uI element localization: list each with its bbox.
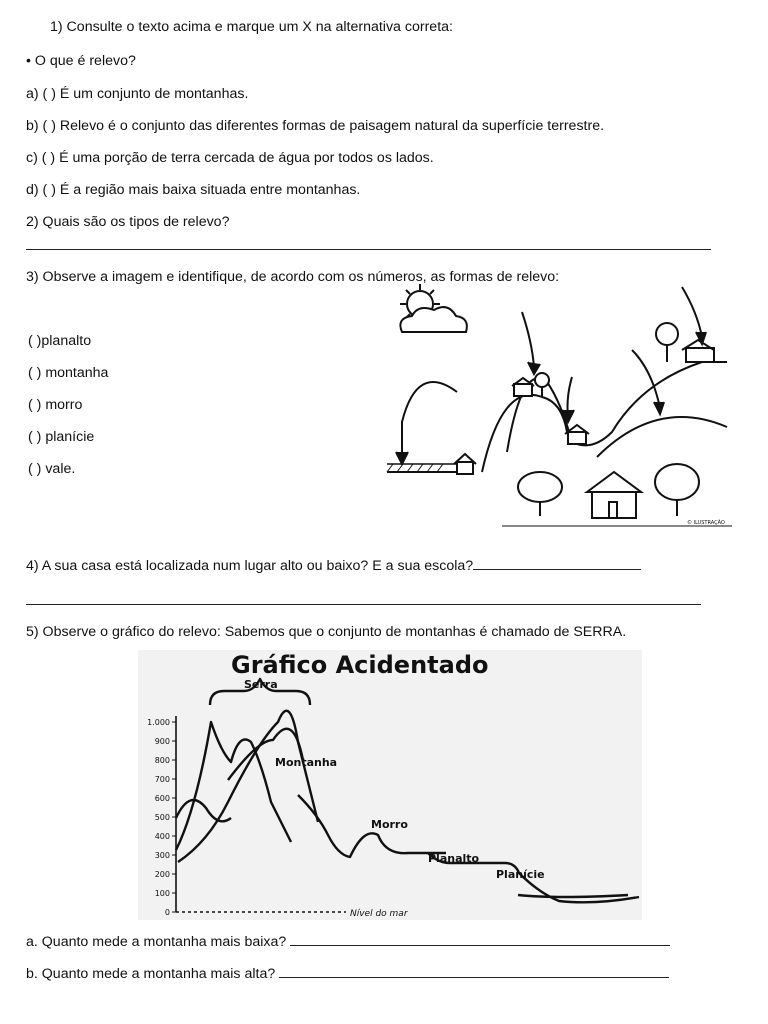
y-tick-label: 100: [154, 889, 170, 898]
arrow-1: [402, 382, 457, 462]
y-tick-label: 600: [154, 794, 170, 803]
q1-option-a[interactable]: a) ( ) É um conjunto de montanhas.: [26, 86, 249, 102]
label-planalto: Planalto: [428, 852, 480, 865]
q4-answer-line[interactable]: [26, 604, 701, 605]
label-montanha: Montanha: [275, 756, 338, 769]
q1-question: • O que é relevo?: [26, 53, 136, 69]
house-5: [592, 490, 636, 518]
label-nivel-do-mar: Nível do mar: [350, 909, 408, 919]
q1-option-d[interactable]: d) ( ) É a região mais baixa situada entre montanhas.: [26, 182, 361, 198]
q3-item-planicie[interactable]: ( ) planície: [28, 429, 95, 445]
relief-illustration: [382, 282, 732, 532]
y-tick-label: 700: [154, 775, 170, 784]
q5-sub-b: [26, 965, 669, 983]
y-tick-label: 400: [154, 832, 170, 841]
label-planicie: Planície: [496, 868, 545, 881]
y-tick-label: 800: [154, 756, 170, 765]
illustration-credit: © ILUSTRAÇÃO: [687, 520, 725, 526]
cloud-icon: [400, 307, 467, 332]
q4-answer-blank[interactable]: [473, 557, 641, 570]
q1-heading: 1) Consulte o texto acima e marque um X na alternativa correta:: [50, 19, 453, 35]
tree-4: [655, 464, 699, 500]
morro-hill: [597, 417, 727, 457]
q3-item-planalto[interactable]: ( )planalto: [28, 333, 92, 349]
tree-1: [656, 323, 678, 345]
q5-sub-a-text: a. Quanto mede a montanha mais baixa?: [26, 934, 287, 950]
arrow-5: [682, 287, 702, 337]
q5-sub-a-answer[interactable]: [290, 933, 670, 946]
y-tick-label: 200: [154, 870, 170, 879]
q2-answer-line[interactable]: [26, 249, 711, 250]
y-tick-label: 900: [154, 737, 170, 746]
q4-question: [26, 557, 641, 575]
q1-option-c[interactable]: c) ( ) É uma porção de terra cercada de água por todos os lados.: [26, 150, 434, 166]
q5-sub-b-answer[interactable]: [279, 965, 669, 978]
q4-text: 4) A sua casa está localizada num lugar alto ou baixo? E a sua escola?: [26, 558, 474, 574]
tree-3: [518, 472, 562, 502]
q3-question: 3) Observe a imagem e identifique, de acordo com os números, as formas de relevo:: [26, 269, 560, 285]
q3-item-vale[interactable]: ( ) vale.: [28, 461, 76, 477]
q3-item-morro[interactable]: ( ) morro: [28, 397, 83, 413]
arrow-2: [522, 312, 534, 367]
q5-sub-b-text: b. Quanto mede a montanha mais alta?: [26, 966, 276, 982]
house-4: [686, 348, 714, 362]
y-tick-label: 0: [164, 908, 170, 917]
q5-sub-a: [26, 933, 670, 951]
q1-option-b[interactable]: b) ( ) Relevo é o conjunto das diferentes formas de paisagem natural da superfície terrestre.: [26, 118, 605, 134]
house-1: [457, 462, 473, 474]
plateau-hill: [482, 395, 572, 472]
y-tick-label: 1.000: [147, 718, 170, 727]
q5-question: 5) Observe o gráfico do relevo: Sabemos que o conjunto de montanhas é chamado de SERRA.: [26, 624, 627, 640]
tree-2: [535, 373, 549, 387]
label-serra: Serra: [244, 678, 278, 691]
q3-item-montanha[interactable]: ( ) montanha: [28, 365, 109, 381]
label-morro: Morro: [371, 818, 408, 831]
y-tick-label: 300: [154, 851, 170, 860]
house-3: [568, 432, 586, 444]
arrow-4: [632, 350, 660, 408]
y-tick-label: 500: [154, 813, 170, 822]
relief-chart: [138, 650, 642, 920]
chart-title: Gráfico Acidentado: [231, 651, 489, 679]
house-2: [514, 384, 532, 396]
q2-question: 2) Quais são os tipos de relevo?: [26, 214, 230, 230]
